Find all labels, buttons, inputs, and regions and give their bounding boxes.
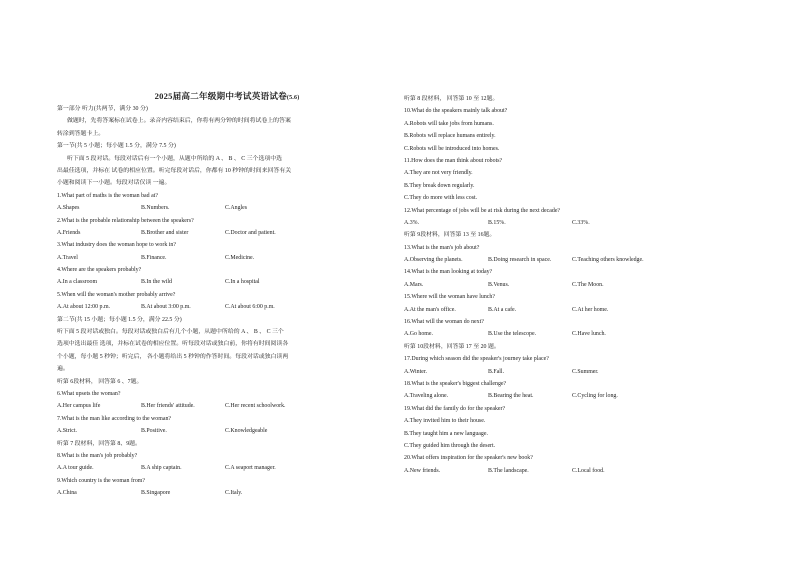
option-a: A.A tour guide. [57, 465, 94, 472]
option-c: C.33%. [572, 219, 590, 226]
question-9-options [57, 487, 397, 499]
option-c: C.Her recent schoolwork. [225, 403, 286, 410]
option-b: B.Fall. [488, 368, 505, 375]
right-column [404, 93, 744, 477]
question-17-options [404, 366, 744, 378]
option-a: A.Observing the planets. [404, 257, 463, 264]
option-a: A.Traveling alone. [404, 393, 449, 400]
intro-line: 第一节(共 5 小题；每小题 1.5 分，满分 7.5 分) [57, 143, 176, 150]
question-19: 19.What did the family do for the speaker? [404, 405, 506, 412]
option-c: C.Robots will be introduced into homes. [404, 145, 500, 152]
option-c: C.At about 6:00 p.m. [225, 304, 275, 311]
question-15-options [404, 304, 744, 316]
option-c: C.A seaport manager. [225, 465, 276, 472]
option-a: A.Strict. [57, 428, 77, 435]
section-2-line: 第二节(共 15 小题；每小题 1.5 分，满分 22.5 分) [57, 316, 182, 323]
option-c: C.Cycling for long. [572, 393, 618, 400]
option-a: A.Her campus life [57, 403, 101, 410]
option-c: C.Have lunch. [572, 331, 606, 338]
question-14: 14.What is the man looking at today? [404, 269, 493, 276]
intro-line: 听下面 5 段对话。每段对话后有一个小题，从题中所给的 A 、 B 、 C 三个选项中选 [67, 155, 283, 162]
question-17: 17.During which season did the speaker's journey take place? [404, 356, 549, 363]
option-b: B.Numbers. [141, 205, 170, 212]
left-column [57, 103, 397, 500]
option-a: A.At about 12:00 p.m. [57, 304, 111, 311]
question-4-options [57, 276, 397, 288]
question-7-options [57, 425, 397, 437]
option-a: A.They invited him to their house. [404, 418, 486, 425]
option-b: B.Venus. [488, 281, 510, 288]
option-a: A.Friends [57, 229, 81, 236]
option-b: B.At a cafe. [488, 306, 517, 313]
question-3-options [57, 252, 397, 264]
option-b: B.A ship captain. [141, 465, 182, 472]
option-a: A.Winter. [404, 368, 427, 375]
option-b: B.Singapore [141, 490, 171, 497]
section-2-line: 听下面 5 段对话或独白。每段对话或独白后有几个小题，从题中所给的 A 、 B 、 C 三个 [57, 329, 284, 336]
question-3: 3.What industry does the woman hope to work in? [57, 242, 176, 249]
option-b: B.The landscape. [488, 467, 529, 474]
question-14-options [404, 279, 744, 291]
option-b: B.Use the telescope. [488, 331, 537, 338]
option-c: C.Teaching others knowledge. [572, 257, 644, 264]
question-12-options [404, 217, 744, 229]
option-a: A.New friends. [404, 467, 441, 474]
option-c: C.Doctor and patient. [225, 229, 276, 236]
option-c: C.In a hospital [225, 279, 260, 286]
question-2: 2.What is the probable relationship between the speakers? [57, 217, 194, 224]
question-18: 18.What is the speaker's biggest challenge? [404, 380, 507, 387]
question-20-options [404, 465, 744, 477]
question-16-options [404, 328, 744, 340]
option-b: B.At about 3:00 p.m. [141, 304, 191, 311]
option-b: B.They taught him a new language. [404, 430, 488, 437]
question-8: 8.What is the man's job probably? [57, 452, 138, 459]
option-b: B.Finance. [141, 254, 167, 261]
option-b: B.Positive. [141, 428, 167, 435]
material-8-heading: 听第 8 段材料， 回答第 10 至 12题。 [404, 96, 499, 102]
option-c: C.At her home. [572, 306, 609, 313]
exam-title-text: 2025届高二年级期中考试英语试卷 [154, 91, 287, 101]
material-6-heading: 听第 6段材料， 回答第 6 、7题。 [57, 378, 143, 385]
question-11: 11.How does the man think about robots? [404, 157, 503, 164]
option-a: A.3%. [404, 219, 420, 226]
question-20: 20.What offers inspiration for the speaker's new book? [404, 455, 533, 462]
question-7: 7.What is the man like according to the woman? [57, 415, 172, 422]
question-18-options [404, 390, 744, 402]
option-b: B.Robots will replace humans entirely. [404, 133, 496, 140]
exam-title-date: (5.6) [286, 95, 300, 101]
section-2-line: 个小题，每小题 5 秒钟；听完后， 各小题将给出 5 秒钟的作答时间。每段对话或独白读两 [57, 353, 289, 360]
exam-title [57, 90, 397, 102]
question-13: 13.What is the man's job about? [404, 244, 480, 251]
question-6-options [57, 400, 397, 412]
option-c: C.Summer. [572, 368, 599, 375]
option-c: C.Italy. [225, 490, 243, 497]
intro-line: 转涂到答题卡上。 [57, 130, 105, 137]
option-c: C.The Moon. [572, 281, 604, 288]
option-b: B.15%. [488, 219, 506, 226]
option-c: C.They do more with less cost. [404, 195, 478, 202]
section-2-line: 遍。 [57, 366, 69, 373]
question-2-options [57, 227, 397, 239]
option-c: C.Medicine. [225, 254, 255, 261]
option-a: A.In a classroom [57, 279, 98, 286]
question-10: 10.What do the speakers mainly talk about? [404, 108, 508, 115]
option-a: A.They are not very friendly. [404, 170, 473, 177]
option-b: B.Her friends' attitude. [141, 403, 195, 410]
option-c: C.They guided him through the desert. [404, 442, 496, 449]
question-6: 6.What upsets the woman? [57, 390, 121, 397]
option-b: B.Brother and sister [141, 229, 189, 236]
question-16: 16.What will the woman do next? [404, 319, 484, 326]
option-a: A.Travel [57, 254, 78, 261]
question-5: 5.When will the woman's mother probably arrive? [57, 291, 176, 298]
material-7-heading: 听第 7 段材料，回答第 8、9题。 [57, 440, 141, 447]
option-b: B.Bearing the heat. [488, 393, 534, 400]
intro-line: 出最佳选项，并标在 试卷的相应位置。听完每段对话后，你都有 10 秒钟的时间来回答有关 [57, 167, 292, 174]
intro-line: 小题和阅读下一小题。每段对话仅读 一遍。 [57, 180, 171, 187]
option-a: A.China [57, 490, 77, 497]
material-9-heading: 听第 9段材料，回答第 13 至 16题。 [404, 232, 496, 239]
question-12: 12.What percentage of jobs will be at risk during the next decade? [404, 207, 561, 214]
option-a: A.Mars. [404, 281, 424, 288]
question-1: 1.What part of maths is the woman bad at? [57, 192, 158, 199]
option-a: A.Robots will take jobs from humans. [404, 120, 494, 127]
option-a: A.Go home. [404, 331, 433, 338]
option-a: A.At the man's office. [404, 306, 456, 313]
question-8-options [57, 462, 397, 474]
question-13-options [404, 254, 744, 266]
question-5-options [57, 301, 397, 313]
section-2-line: 选项中选出最佳 选项，并标在试卷的相应位置。听每段对话或独白前，你将有时间阅读各 [57, 341, 289, 348]
option-c: C.Angles [225, 205, 248, 212]
option-c: C.Knowledgeable [225, 428, 268, 435]
question-15: 15.Where will the woman have lunch? [404, 294, 495, 301]
question-4: 4.Where are the speakers probably? [57, 267, 142, 274]
question-9: 9.Which country is the woman from? [57, 477, 146, 484]
option-b: B.They break down regularly. [404, 182, 475, 189]
intro-line: 第一部分 听力(共两节，满分 30 分) [57, 106, 148, 112]
material-10-heading: 听第 10段材料，回答第 17 至 20 题。 [404, 343, 500, 350]
question-1-options [57, 202, 397, 214]
intro-line: 做题时，先将答案标在试卷上。录音内容结束后，你将有两分钟的时间将试卷上的答案 [67, 118, 291, 125]
option-c: C.Local food. [572, 467, 605, 474]
option-b: B.Doing research in space. [488, 257, 552, 264]
option-a: A.Shapes [57, 205, 80, 212]
option-b: B.In the wild [141, 279, 172, 286]
